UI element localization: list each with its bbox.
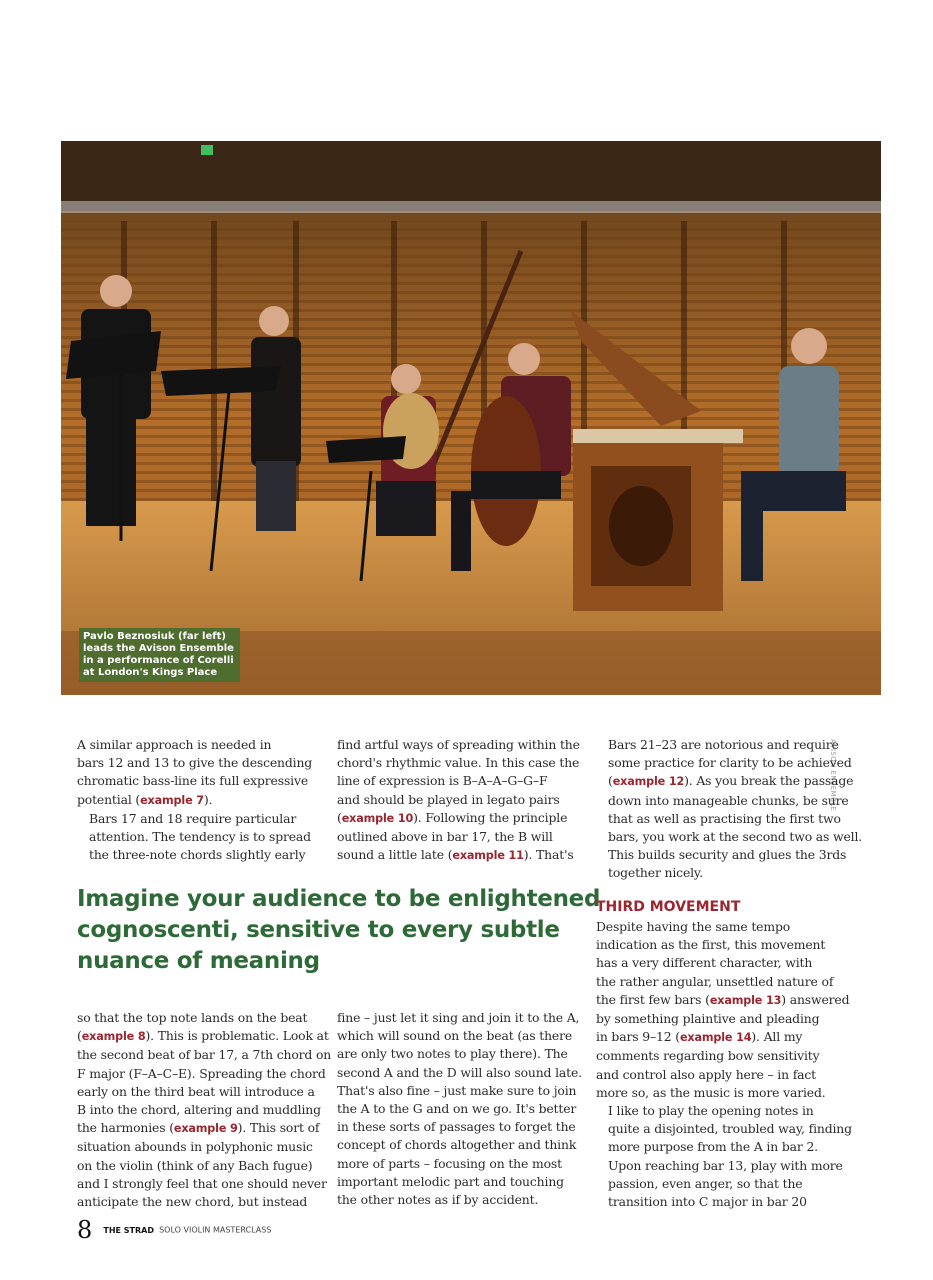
text-line: some practice for clarity to be achieved	[608, 755, 852, 771]
column-1-bottom	[77, 1009, 332, 1211]
column-1-top	[77, 736, 317, 864]
text-fragment: in bars 9–12 (	[596, 1029, 680, 1045]
text-line: the rather angular, unsettled nature of	[596, 973, 834, 989]
text-line: F major (F–A–C–E). Spreading the chord	[77, 1065, 326, 1081]
text-line: on the violin (think of any Bach fugue)	[77, 1157, 313, 1173]
text-line	[337, 809, 577, 828]
text-line: B into the chord, altering and muddling	[77, 1102, 321, 1118]
paragraph	[337, 1009, 582, 1209]
photo-caption	[79, 628, 240, 682]
photo-credit: AVISON ENSEMBLE	[829, 739, 837, 812]
text-line: Upon reaching bar 13, play with more	[608, 1157, 843, 1173]
text-line: transition into C major in bar 20	[608, 1194, 807, 1210]
text-fragment: (	[337, 809, 342, 825]
example-reference-link[interactable]: example 9	[173, 1122, 238, 1136]
example-reference-link[interactable]: example 14	[679, 1031, 752, 1045]
photo-illustration	[61, 141, 881, 695]
performance-photo	[61, 141, 881, 695]
text-fragment: ). Following the principle	[413, 809, 568, 825]
text-fragment: (	[608, 773, 613, 789]
paragraph	[337, 736, 580, 865]
text-line	[596, 991, 850, 1010]
page-footer	[77, 1216, 271, 1244]
text-line	[77, 1119, 320, 1138]
text-fragment: potential (	[77, 791, 141, 807]
paragraph	[77, 810, 317, 865]
text-line	[596, 1028, 836, 1047]
text-line	[337, 846, 577, 865]
text-fragment: ). As you break the passage	[684, 773, 854, 789]
text-line: That's also fine – just make sure to join	[337, 1082, 577, 1098]
example-reference-link[interactable]: example 7	[140, 793, 204, 807]
text-line: and control also apply here – in fact	[596, 1066, 817, 1082]
text-line: the other notes as if by accident.	[337, 1192, 539, 1208]
text-line: comments regarding bow sensitivity	[596, 1048, 820, 1064]
example-reference-link[interactable]: example 10	[341, 811, 414, 825]
text-fragment: ). All my	[751, 1029, 803, 1045]
text-line: outlined above in bar 17, the B will	[337, 829, 553, 845]
caption-line: Pavlo Beznosiuk (far left)	[83, 631, 226, 642]
text-line: are only two notes to play there). The	[337, 1046, 568, 1062]
text-line: bars, you work at the second two as well.	[608, 829, 863, 845]
text-fragment: sound a little late (	[337, 847, 453, 863]
text-line: I like to play the opening notes in	[608, 1103, 814, 1119]
text-line: the second beat of bar 17, a 7th chord on	[77, 1047, 332, 1063]
page-number: 8	[77, 1216, 93, 1244]
pull-quote-line: Imagine your audience to be enlightened	[77, 886, 601, 912]
paragraph	[77, 1009, 332, 1211]
text-fragment: (	[77, 1028, 82, 1044]
text-line: chromatic bass-line its full expressive	[77, 773, 309, 789]
text-line: A similar approach is needed in	[77, 737, 272, 752]
text-fragment: ).	[203, 791, 213, 807]
text-line: Bars 21–23 are notorious and require	[608, 737, 839, 752]
text-line: the three-note chords slightly early	[89, 847, 306, 863]
text-line: that as well as practising the first two	[608, 810, 841, 826]
text-line: This builds security and glues the 3rds	[608, 847, 847, 863]
text-line: Despite having the same tempo	[596, 919, 791, 934]
example-reference-link[interactable]: example 8	[81, 1030, 146, 1044]
text-line: more purpose from the A in bar 2.	[608, 1139, 818, 1155]
text-line: passion, even anger, so that the	[608, 1175, 803, 1191]
text-line: and I strongly feel that one should never	[77, 1175, 327, 1191]
text-line	[596, 772, 854, 791]
paragraph	[596, 918, 850, 1102]
column-2-bottom	[337, 1009, 582, 1209]
paragraph	[596, 1102, 852, 1211]
publication-title: SOLO VIOLIN MASTERCLASS	[159, 1225, 272, 1235]
text-fragment: ). This is problematic. Look at	[145, 1028, 329, 1044]
paragraph	[77, 736, 317, 810]
text-line: in these sorts of passages to forget the	[337, 1119, 576, 1135]
text-line: important melodic part and touching	[337, 1173, 564, 1189]
pull-quote-line: cognoscenti, sensitive to every subtle	[77, 917, 560, 943]
magazine-brand: THE STRAD	[103, 1225, 154, 1235]
text-fragment: ). That's	[523, 847, 574, 863]
column-3-bottom	[596, 918, 852, 1211]
text-line: line of expression is B–A–A–G–G–F	[337, 773, 548, 789]
text-line: situation abounds in polyphonic music	[77, 1139, 313, 1155]
text-line: has a very different character, with	[596, 955, 813, 971]
column-2-top	[337, 736, 580, 865]
text-line: the A to the G and on we go. It's better	[337, 1101, 577, 1117]
text-line: which will sound on the beat (as there	[337, 1028, 573, 1044]
text-line	[77, 791, 317, 810]
caption-line: at London's Kings Place	[83, 667, 218, 678]
pull-quote-line: nuance of meaning	[77, 948, 320, 974]
text-line: together nicely.	[608, 865, 703, 881]
text-line: more so, as the music is more varied.	[596, 1084, 826, 1100]
section-heading: THIRD MOVEMENT	[596, 899, 741, 915]
text-line: attention. The tendency is to spread	[89, 829, 311, 845]
text-line: concept of chords altogether and think	[337, 1137, 577, 1153]
pull-quote	[77, 884, 601, 977]
example-reference-link[interactable]: example 11	[452, 849, 524, 863]
text-line: by something plaintive and pleading	[596, 1011, 820, 1027]
text-fragment: ). This sort of	[237, 1120, 320, 1136]
text-line: down into manageable chunks, be sure	[608, 792, 849, 808]
text-line: indication as the first, this movement	[596, 937, 826, 953]
text-line: early on the third beat will introduce a	[77, 1083, 315, 1099]
text-line: bars 12 and 13 to give the descending	[77, 755, 313, 771]
example-reference-link[interactable]: example 13	[709, 993, 782, 1007]
text-line: and should be played in legato pairs	[337, 791, 560, 807]
text-line: anticipate the new chord, but instead	[77, 1194, 308, 1210]
text-line: more of parts – focusing on the most	[337, 1155, 562, 1171]
caption-line: in a performance of Corelli	[83, 655, 234, 666]
text-fragment: the first few bars (	[596, 991, 710, 1007]
text-line: second A and the D will also sound late.	[337, 1064, 582, 1080]
paragraph	[596, 736, 863, 883]
text-line: quite a disjointed, troubled way, finding	[608, 1121, 852, 1137]
text-line: fine – just let it sing and join it to the A,	[337, 1010, 580, 1025]
text-line: Bars 17 and 18 require particular	[89, 810, 297, 826]
caption-line: leads the Avison Ensemble	[83, 643, 234, 654]
text-line	[77, 1027, 329, 1046]
column-3-top	[596, 736, 863, 883]
text-line: so that the top note lands on the beat	[77, 1010, 308, 1025]
example-reference-link[interactable]: example 12	[612, 775, 685, 789]
text-line: find artful ways of spreading within the	[337, 737, 580, 752]
text-line: chord's rhythmic value. In this case the	[337, 755, 580, 771]
text-fragment: the harmonies (	[77, 1120, 174, 1136]
text-fragment: ) answered	[781, 991, 850, 1007]
